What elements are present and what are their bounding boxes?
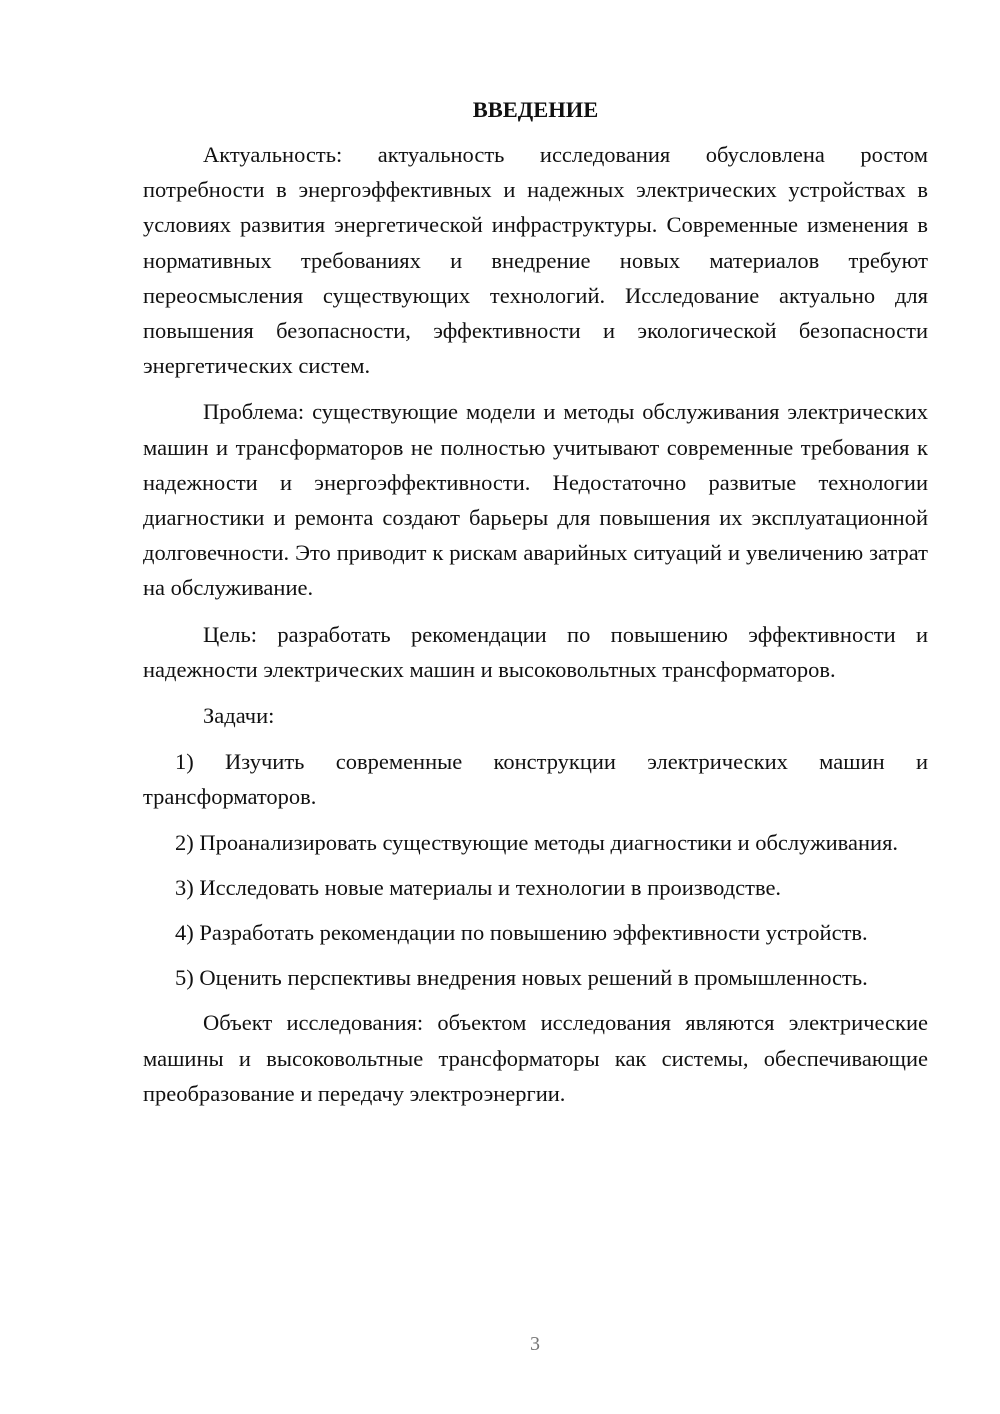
task-item: 1) Изучить современные конструкции электрических машин и трансформаторов. <box>143 749 928 810</box>
goal-paragraph: Цель: разработать рекомендации по повышению эффективности и надежности электрических машин и высоковольтных трансформаторов. <box>143 621 928 682</box>
task-item: 3) Исследовать новые материалы и технологии в производстве. <box>175 874 782 900</box>
page-number: 3 <box>530 1333 540 1355</box>
tasks-heading: Задачи: <box>203 703 275 729</box>
object-paragraph: Объект исследования: объектом исследования являются электрические машины и высоковольтные трансформаторы как системы, обеспечивающие преобразование и передачу электроэнергии. <box>143 1010 928 1106</box>
task-item: 5) Оценить перспективы внедрения новых решений в промышленность. <box>175 965 868 991</box>
problem-paragraph: Проблема: существующие модели и методы обслуживания электрических машин и трансформаторов не полностью учитывают современные требования к надежности и энергоэффективности. Недостаточно развитые технологии диагностики и ремонта создают барьеры для повышения их эксплуатационной долговечности. Это приводит к рискам аварийных ситуаций и увеличению затрат на обслуживание. <box>143 399 928 601</box>
relevance-paragraph: Актуальность: актуальность исследования обусловлена ростом потребности в энергоэффективных и надежных электрических устройствах в условиях развития энергетической инфраструктуры. Современные изменения в нормативных требованиях и внедрение новых материалов требуют переосмысления существующих технологий. Исследование актуально для повышения безопасности, эффективности и экологической безопасности энергетических систем. <box>143 142 928 379</box>
task-item: 2) Проанализировать существующие методы диагностики и обслуживания. <box>175 829 899 855</box>
section-title: ВВЕДЕНИЕ <box>472 97 599 122</box>
task-item: 4) Разработать рекомендации по повышению эффективности устройств. <box>175 920 868 946</box>
page-content <box>143 92 928 1122</box>
